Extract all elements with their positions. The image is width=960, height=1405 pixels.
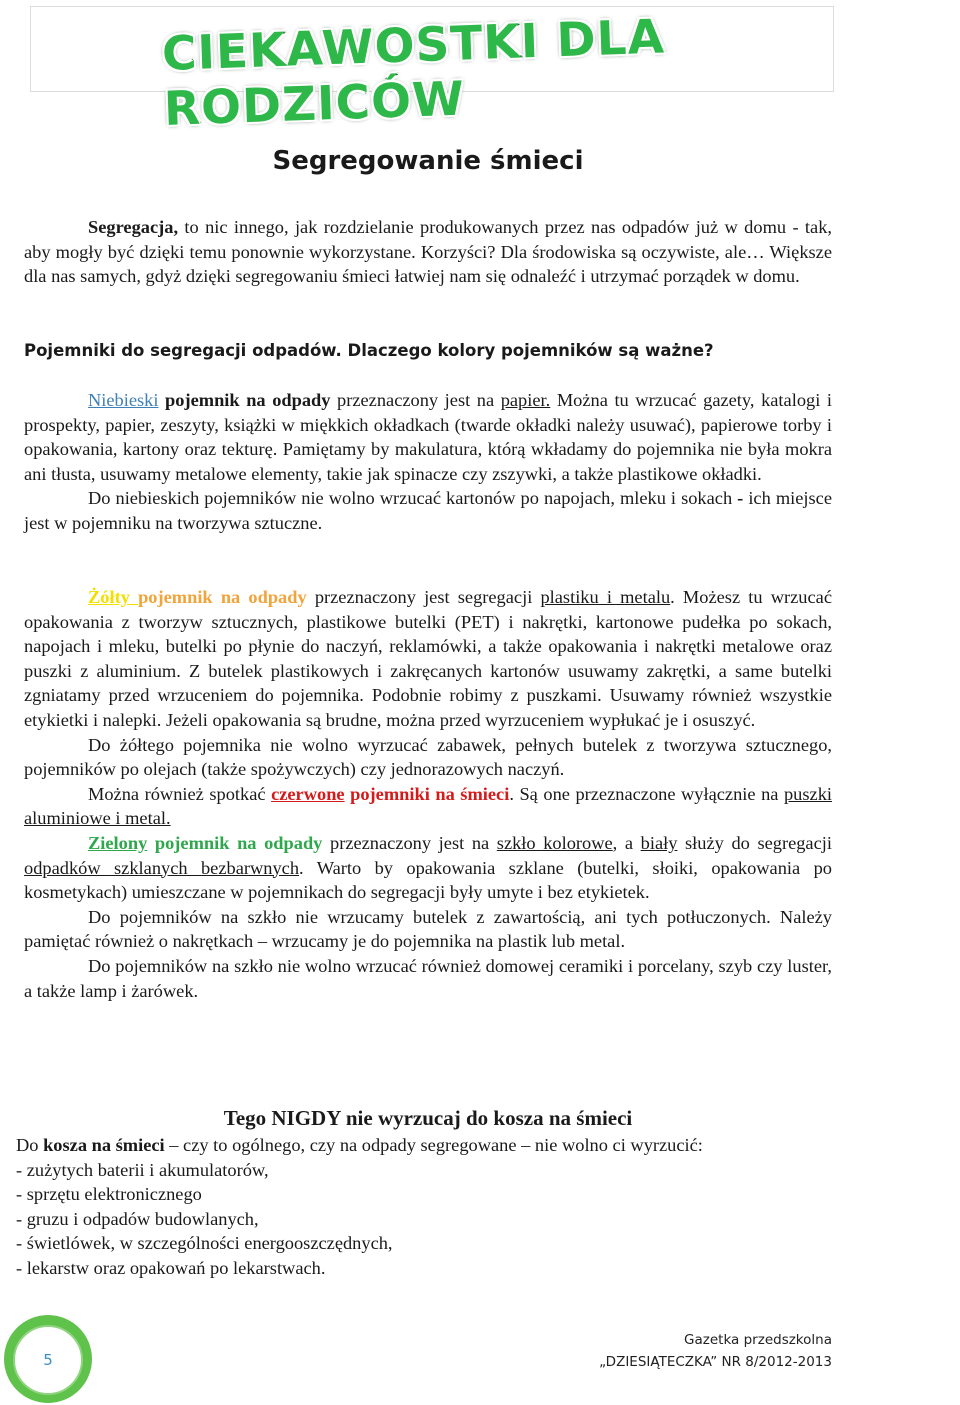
green-target2: odpadków szklanych bezbarwnych xyxy=(24,857,300,878)
green-mid3: służy do segregacji xyxy=(677,832,832,853)
red-target: puszki aluminiowe i metal. xyxy=(24,783,832,829)
never-intro: Do kosza na śmieci – czy to ogólnego, czy na odpady segregowane – nie wolno ci wyrzucić: xyxy=(16,1135,703,1155)
red-lead: Można również spotkać xyxy=(88,783,272,804)
green-rest: . Warto by opakowania szklane (butelki, słoiki, opakowania po kosmetykach) umieszczane w pojemnikach do segregacji były umyte i bez etykietek. xyxy=(24,857,832,903)
page-number: 5 xyxy=(13,1325,83,1395)
yellow-no: Do żółtego pojemnika nie wolno wyrzucać zabawek, pełnych butelek z tworzywa sztucznego, pojemników po olejach (także spożywczych) czy jednorazowych naczyń. xyxy=(24,734,832,780)
blue-mid: przeznaczony jest na xyxy=(330,390,501,410)
yellow-target: plastiku i metalu xyxy=(540,587,671,607)
questions-line xyxy=(24,339,832,364)
intro-lead: Segregacja, xyxy=(88,217,179,237)
green-mid2: , a xyxy=(612,832,641,853)
yellow-mid: przeznaczony jest segregacji xyxy=(306,587,541,607)
footer-publication: Gazetka przedszkolna xyxy=(684,1332,832,1348)
green-bold: pojemnik na odpady xyxy=(147,832,323,853)
green-target: szkło kolorowe xyxy=(496,832,613,853)
blue-color-word: Niebieski xyxy=(88,390,159,410)
blue-bin-section xyxy=(24,388,832,536)
green-mid: przeznaczony jest na xyxy=(322,832,497,853)
blue-paper: papier. xyxy=(500,390,551,410)
yellow-rest: . Możesz tu wrzucać opakowania z tworzyw sztucznych, plastikowe butelki (PET) i nakrętki, kartonowe pudełka po sokach, napojach i mleku, butelki po płynie do naczyń, reklamówki, a także opakowania i nakrętki metalowe oraz puszki z aluminium. Z butelek plastikowych i zakręcanych kartonów usuwamy zakrętki, a same butelki zgniatamy przed wrzuceniem do pojemnika. Podobnie robimy z puszkami. Usuwamy również wszystkie etykietki i nalepki. Jeżeli opakowania są brudne, można przed wyrzuceniem wypłukać je i osuszyć. xyxy=(24,587,832,730)
blue-rest: Można tu wrzucać gazety, katalogi i prospekty, papier, zeszyty, książki w miękkich okładkach (twarde okładki należy usuwać), papierowe torby i opakowania, kartony oraz tekturę. Pamiętamy by makulatura, którą wkładamy do pojemnika nie była mokra ani tłusta, usuwamy metalowe elementy, takie jak spinacze czy zszywki, a także plastikowe okładki. xyxy=(24,390,832,484)
footer-issue: „DZIESIĄTECZKA” NR 8/2012-2013 xyxy=(599,1354,832,1370)
yellow-color-word: Żółty xyxy=(88,587,139,607)
intro-text: to nic innego, jak rozdzielanie produkowanych przez nas odpadów już w domu - tak, aby mogły być dzięki temu ponownie wykorzystane. Korzyści? Dla środowiska są oczywiste, ale… Większe dla nas samych, gdyż dzięki segregowaniu śmieci łatwiej nam się odnaleźć i utrzymać porządek w domu. xyxy=(24,217,832,287)
green-color-word: Zielony xyxy=(88,832,148,853)
red-bold: pojemniki na śmieci xyxy=(344,783,510,804)
never-heading: Tego NIGDY nie wyrzucaj do kosza na śmieci xyxy=(223,1106,633,1130)
green-no2: Do pojemników na szkło nie wolno wrzucać również domowej ceramiki i porcelany, szyb czy luster, a także lamp i żarówek. xyxy=(24,955,832,1001)
never-list xyxy=(16,1133,836,1281)
list-item: - zużytych baterii i akumulatorów, xyxy=(16,1159,269,1180)
list-item: - gruzu i odpadów budowlanych, xyxy=(16,1208,259,1229)
list-item: - sprzętu elektronicznego xyxy=(16,1184,202,1205)
banner-title: CIEKAWOSTKI DLA RODZICÓW xyxy=(161,9,666,137)
yellow-bin-section xyxy=(24,585,832,1003)
header-banner xyxy=(30,6,834,137)
blue-bold: pojemnik na odpady xyxy=(158,390,331,410)
intro-paragraph xyxy=(24,215,832,289)
green-white: biały xyxy=(640,832,678,853)
question-1: Pojemniki do segregacji odpadów. xyxy=(24,341,342,360)
red-color-word: czerwone xyxy=(271,783,345,804)
blue-no-dash: - xyxy=(737,488,744,509)
list-item: - świetlówek, w szczególności energooszczędnych, xyxy=(16,1233,393,1254)
list-item: - lekarstw oraz opakowań po lekarstwach. xyxy=(16,1257,326,1278)
yellow-bold: pojemnik na odpady xyxy=(138,587,307,607)
red-rest: . Są one przeznaczone wyłącznie na xyxy=(509,783,784,804)
green-no1: Do pojemników na szkło nie wrzucamy butelek z zawartością, ani tych potłuczonych. Należy pamiętać również o nakrętkach – wrzucamy je do pojemnika na plastik lub metal. xyxy=(24,906,832,952)
blue-no: Do niebieskich pojemników nie wolno wrzucać kartonów po napojach, mleku i sokach xyxy=(88,488,738,509)
question-2: Dlaczego kolory pojemników są ważne? xyxy=(341,341,714,360)
blue-no-end: ich miejsce jest w pojemniku na tworzywa sztuczne. xyxy=(24,488,832,533)
page-title: Segregowanie śmieci xyxy=(272,146,584,176)
